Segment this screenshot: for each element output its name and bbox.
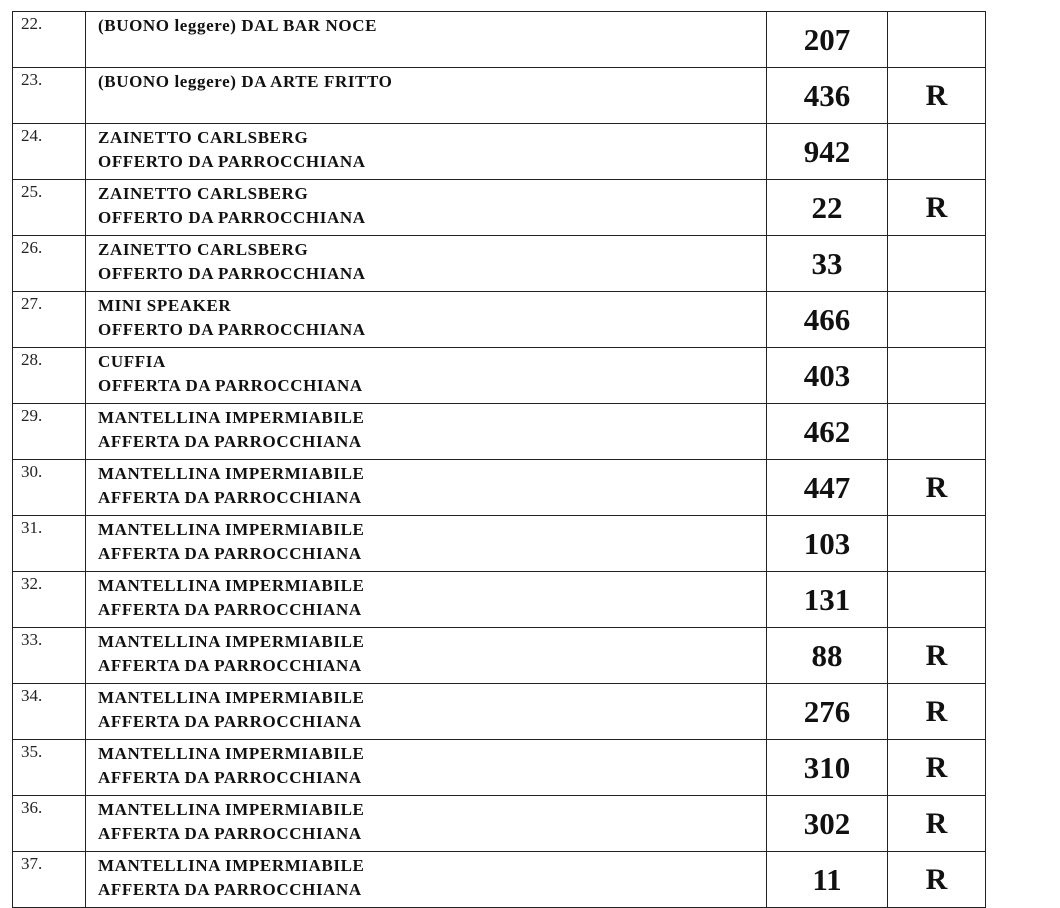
collected-mark [888, 124, 986, 180]
prize-description [86, 180, 767, 236]
collected-mark: R [888, 180, 986, 236]
prize-name: MANTELLINA IMPERMIABILE [98, 408, 365, 427]
winning-ticket-number: 436 [767, 68, 888, 124]
table-row [13, 180, 986, 236]
prize-donor: OFFERTO DA PARROCCHIANA [98, 152, 366, 171]
prize-donor: AFFERTA DA PARROCCHIANA [98, 768, 362, 787]
collected-mark: R [888, 628, 986, 684]
winning-ticket-number: 466 [767, 292, 888, 348]
row-number: 32. [13, 572, 86, 628]
prize-description [86, 68, 767, 124]
prize-name: ZAINETTO CARLSBERG [98, 128, 309, 147]
prize-description [86, 292, 767, 348]
row-number: 30. [13, 460, 86, 516]
table-row [13, 404, 986, 460]
prize-donor: AFFERTA DA PARROCCHIANA [98, 656, 362, 675]
prize-donor: AFFERTA DA PARROCCHIANA [98, 544, 362, 563]
winning-ticket-number: 310 [767, 740, 888, 796]
collected-mark [888, 572, 986, 628]
prize-donor: AFFERTA DA PARROCCHIANA [98, 488, 362, 507]
collected-mark [888, 292, 986, 348]
prize-description [86, 124, 767, 180]
row-number: 23. [13, 68, 86, 124]
prize-description [86, 516, 767, 572]
prize-name: MANTELLINA IMPERMIABILE [98, 744, 365, 763]
prize-name: MANTELLINA IMPERMIABILE [98, 520, 365, 539]
prize-description [86, 460, 767, 516]
table-row [13, 628, 986, 684]
prize-donor: OFFERTA DA PARROCCHIANA [98, 376, 363, 395]
table-row [13, 348, 986, 404]
prize-description [86, 852, 767, 908]
prize-name: MINI SPEAKER [98, 296, 232, 315]
prize-donor: AFFERTA DA PARROCCHIANA [98, 600, 362, 619]
row-number: 25. [13, 180, 86, 236]
prize-description [86, 12, 767, 68]
prize-name: MANTELLINA IMPERMIABILE [98, 856, 365, 875]
prize-name: ZAINETTO CARLSBERG [98, 184, 309, 203]
table-row [13, 796, 986, 852]
collected-mark [888, 348, 986, 404]
winning-ticket-number: 447 [767, 460, 888, 516]
prize-name: MANTELLINA IMPERMIABILE [98, 632, 365, 651]
collected-mark: R [888, 852, 986, 908]
winning-ticket-number: 942 [767, 124, 888, 180]
winning-ticket-number: 88 [767, 628, 888, 684]
prize-donor: AFFERTA DA PARROCCHIANA [98, 824, 362, 843]
prize-donor: OFFERTO DA PARROCCHIANA [98, 208, 366, 227]
winning-ticket-number: 11 [767, 852, 888, 908]
row-number: 36. [13, 796, 86, 852]
collected-mark [888, 236, 986, 292]
winning-ticket-number: 403 [767, 348, 888, 404]
prize-donor: AFFERTA DA PARROCCHIANA [98, 880, 362, 899]
prize-donor: AFFERTA DA PARROCCHIANA [98, 712, 362, 731]
table-row [13, 572, 986, 628]
winning-ticket-number: 207 [767, 12, 888, 68]
prize-description [86, 348, 767, 404]
collected-mark [888, 516, 986, 572]
prize-description [86, 684, 767, 740]
winning-ticket-number: 33 [767, 236, 888, 292]
row-number: 31. [13, 516, 86, 572]
winning-ticket-number: 103 [767, 516, 888, 572]
row-number: 29. [13, 404, 86, 460]
prize-name: (BUONO leggere) DA ARTE FRITTO [98, 72, 393, 91]
prize-name: ZAINETTO CARLSBERG [98, 240, 309, 259]
table-row [13, 292, 986, 348]
collected-mark: R [888, 684, 986, 740]
prize-donor: OFFERTO DA PARROCCHIANA [98, 320, 366, 339]
winning-ticket-number: 131 [767, 572, 888, 628]
prize-table-body [13, 12, 986, 908]
prize-list-document [12, 11, 985, 908]
prize-name: MANTELLINA IMPERMIABILE [98, 800, 365, 819]
collected-mark: R [888, 68, 986, 124]
row-number: 22. [13, 12, 86, 68]
prize-name: MANTELLINA IMPERMIABILE [98, 576, 365, 595]
prize-name: MANTELLINA IMPERMIABILE [98, 464, 365, 483]
table-row [13, 852, 986, 908]
row-number: 34. [13, 684, 86, 740]
table-row [13, 516, 986, 572]
table-row [13, 740, 986, 796]
table-row [13, 236, 986, 292]
winning-ticket-number: 22 [767, 180, 888, 236]
prize-description [86, 796, 767, 852]
prize-name: (BUONO leggere) DAL BAR NOCE [98, 16, 378, 35]
table-row [13, 460, 986, 516]
row-number: 24. [13, 124, 86, 180]
winning-ticket-number: 462 [767, 404, 888, 460]
prize-description [86, 740, 767, 796]
prize-donor: AFFERTA DA PARROCCHIANA [98, 432, 362, 451]
prize-description [86, 628, 767, 684]
prize-description [86, 236, 767, 292]
table-row [13, 12, 986, 68]
collected-mark [888, 12, 986, 68]
winning-ticket-number: 302 [767, 796, 888, 852]
collected-mark: R [888, 796, 986, 852]
winning-ticket-number: 276 [767, 684, 888, 740]
collected-mark: R [888, 460, 986, 516]
prize-description [86, 572, 767, 628]
collected-mark: R [888, 740, 986, 796]
table-row [13, 684, 986, 740]
prize-name: CUFFIA [98, 352, 166, 371]
row-number: 35. [13, 740, 86, 796]
table-row [13, 68, 986, 124]
collected-mark [888, 404, 986, 460]
row-number: 28. [13, 348, 86, 404]
row-number: 33. [13, 628, 86, 684]
row-number: 26. [13, 236, 86, 292]
table-row [13, 124, 986, 180]
row-number: 27. [13, 292, 86, 348]
prize-donor: OFFERTO DA PARROCCHIANA [98, 264, 366, 283]
row-number: 37. [13, 852, 86, 908]
prize-name: MANTELLINA IMPERMIABILE [98, 688, 365, 707]
prize-table [12, 11, 986, 908]
prize-description [86, 404, 767, 460]
